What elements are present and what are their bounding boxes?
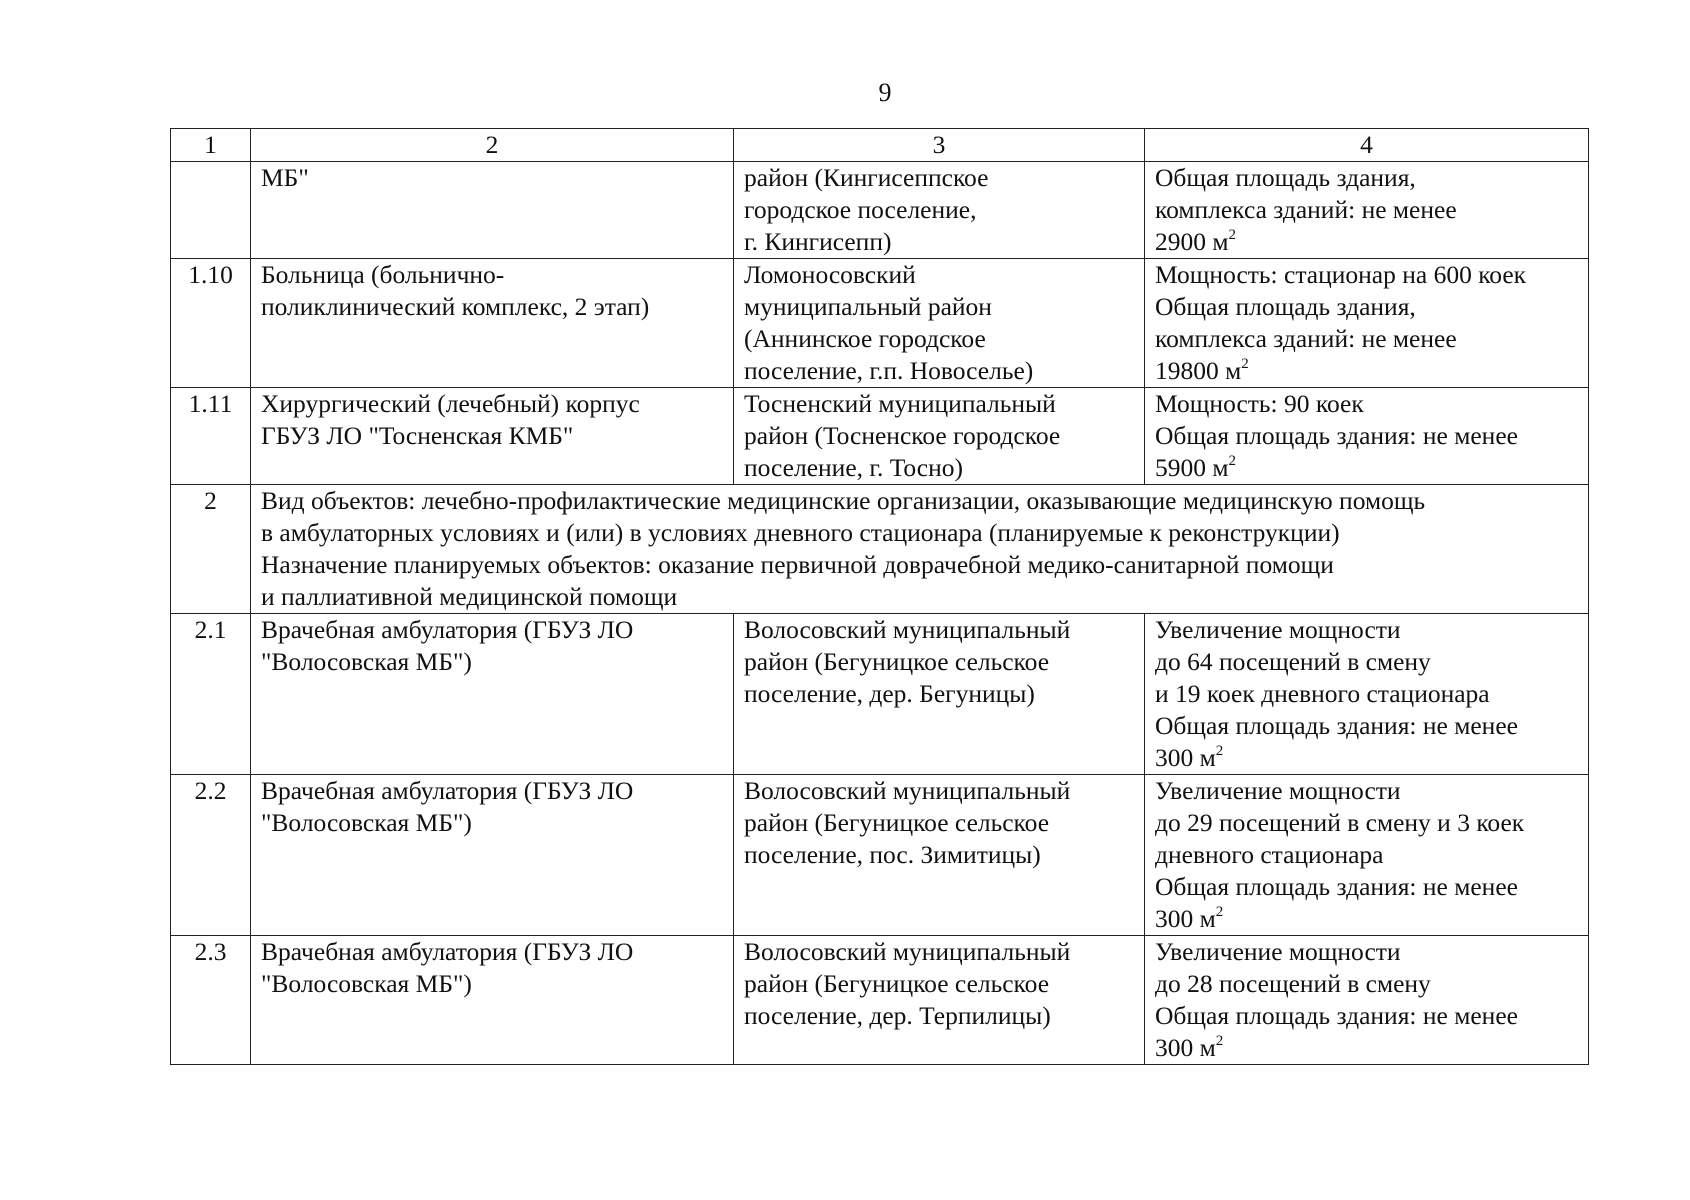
object-location-line: Ломоносовский xyxy=(744,260,916,289)
object-location-line: Волосовский муниципальный xyxy=(744,937,1071,966)
object-location-line: поселение, дер. Терпилицы) xyxy=(744,1001,1051,1030)
object-location xyxy=(734,388,1145,485)
object-details xyxy=(1145,259,1589,388)
section-number: 2 xyxy=(171,485,251,614)
section-line: Назначение планируемых объектов: оказание первичной доврачебной медико-санитарной помощи xyxy=(261,550,1334,579)
object-details xyxy=(1145,162,1589,259)
area-text: 5900 м xyxy=(1155,453,1229,482)
object-location-line: район (Тосненское городское xyxy=(744,421,1061,450)
object-details-line: Увеличение мощности xyxy=(1155,615,1401,644)
area-unit-exponent: 2 xyxy=(1215,1032,1224,1049)
object-details xyxy=(1145,936,1589,1065)
object-details-line: Мощность: 90 коек xyxy=(1155,389,1364,418)
object-location-line: поселение, г. Тосно) xyxy=(744,453,963,482)
area-value xyxy=(1155,226,1578,258)
page-number: 9 xyxy=(878,78,892,107)
object-details-line: комплекса зданий: не менее xyxy=(1155,195,1457,224)
table-body-section-1 xyxy=(171,162,1589,485)
object-details-line: Общая площадь здания: не менее xyxy=(1155,711,1518,740)
object-location-line: г. Кингисепп) xyxy=(744,227,892,256)
area-value xyxy=(1155,1032,1578,1064)
object-details-line: Общая площадь здания: не менее xyxy=(1155,872,1518,901)
object-location xyxy=(734,775,1145,936)
object-details-line: Общая площадь здания, xyxy=(1155,292,1416,321)
area-unit-exponent: 2 xyxy=(1215,742,1224,759)
table-row xyxy=(171,259,1589,388)
object-details-line: до 28 посещений в смену xyxy=(1155,969,1431,998)
objects-table xyxy=(170,128,1589,1065)
area-text: 300 м xyxy=(1155,904,1216,933)
object-details xyxy=(1145,614,1589,775)
area-unit-exponent: 2 xyxy=(1241,355,1249,372)
header-col-1: 1 xyxy=(171,129,251,162)
object-name-line: Хирургический (лечебный) корпус xyxy=(261,389,640,418)
section-description xyxy=(251,485,1589,614)
object-name-line: Врачебная амбулатория (ГБУЗ ЛО xyxy=(261,615,634,644)
object-location-line: Волосовский муниципальный xyxy=(744,776,1071,805)
area-value xyxy=(1155,355,1578,387)
object-name xyxy=(251,614,734,775)
object-name-line: "Волосовская МБ") xyxy=(261,969,472,998)
table-row xyxy=(171,388,1589,485)
object-location-line: городское поселение, xyxy=(744,195,977,224)
table-body-section-2 xyxy=(171,614,1589,1065)
object-details xyxy=(1145,388,1589,485)
area-value xyxy=(1155,742,1578,774)
header-col-4: 4 xyxy=(1145,129,1589,162)
area-unit-exponent: 2 xyxy=(1228,452,1237,469)
object-name xyxy=(251,259,734,388)
object-location-line: муниципальный район xyxy=(744,292,992,321)
area-value xyxy=(1155,903,1578,935)
object-details-line: Мощность: стационар на 600 коек xyxy=(1155,260,1527,289)
object-details-line: Общая площадь здания: не менее xyxy=(1155,421,1518,450)
object-location-line: район (Бегуницкое сельское xyxy=(744,969,1050,998)
object-name-line: Врачебная амбулатория (ГБУЗ ЛО xyxy=(261,776,634,805)
object-name-line: "Волосовская МБ") xyxy=(261,647,472,676)
object-name xyxy=(251,775,734,936)
object-location-line: (Аннинское городское xyxy=(744,324,986,353)
object-details-line: до 64 посещений в смену xyxy=(1155,647,1431,676)
row-number: 1.10 xyxy=(171,259,251,388)
row-number xyxy=(171,162,251,259)
object-location-line: поселение, пос. Зимитицы) xyxy=(744,840,1041,869)
object-details xyxy=(1145,775,1589,936)
object-details-line: до 29 посещений в смену и 3 коек xyxy=(1155,808,1525,837)
object-details-line: Общая площадь здания, xyxy=(1155,163,1416,192)
object-details-line: дневного стационара xyxy=(1155,840,1384,869)
object-location-line: район (Бегуницкое сельское xyxy=(744,808,1050,837)
area-text: 300 м xyxy=(1155,743,1216,772)
object-location-line: район (Кингисеппское xyxy=(744,163,989,192)
object-name-line: Больница (больнично- xyxy=(261,260,505,289)
section-line: и паллиативной медицинской помощи xyxy=(261,582,678,611)
section-line: в амбулаторных условиях и (или) в условиях дневного стационара (планируемые к реконструкции) xyxy=(261,518,1340,547)
row-number: 2.2 xyxy=(171,775,251,936)
object-location xyxy=(734,936,1145,1065)
object-name-line: Врачебная амбулатория (ГБУЗ ЛО xyxy=(261,937,634,966)
object-name xyxy=(251,936,734,1065)
object-location-line: район (Бегуницкое сельское xyxy=(744,647,1050,676)
area-text: 2900 м xyxy=(1155,227,1229,256)
table-row xyxy=(171,614,1589,775)
section-line: Вид объектов: лечебно-профилактические медицинские организации, оказывающие медицинскую помощь xyxy=(261,486,1426,515)
area-text: 300 м xyxy=(1155,1033,1216,1062)
area-unit-exponent: 2 xyxy=(1215,903,1224,920)
object-location-line: Тосненский муниципальный xyxy=(744,389,1056,418)
table-row xyxy=(171,775,1589,936)
object-location xyxy=(734,614,1145,775)
row-number: 2.3 xyxy=(171,936,251,1065)
object-name-line: ГБУЗ ЛО "Тосненская КМБ" xyxy=(261,421,574,450)
object-details-line: комплекса зданий: не менее xyxy=(1155,324,1457,353)
area-value xyxy=(1155,452,1578,484)
table-row xyxy=(171,936,1589,1065)
object-location xyxy=(734,259,1145,388)
object-name-line: поликлинический комплекс, 2 этап) xyxy=(261,292,650,321)
object-name-line: "Волосовская МБ") xyxy=(261,808,472,837)
object-details-line: Увеличение мощности xyxy=(1155,776,1401,805)
object-location-line: Волосовский муниципальный xyxy=(744,615,1071,644)
object-location xyxy=(734,162,1145,259)
object-details-line: Увеличение мощности xyxy=(1155,937,1401,966)
object-name-line: МБ" xyxy=(261,163,309,192)
object-name xyxy=(251,388,734,485)
header-col-3: 3 xyxy=(734,129,1145,162)
object-name xyxy=(251,162,734,259)
object-location-line: поселение, г.п. Новоселье) xyxy=(744,356,1034,385)
row-number: 2.1 xyxy=(171,614,251,775)
object-details-line: и 19 коек дневного стационара xyxy=(1155,679,1490,708)
table-row xyxy=(171,162,1589,259)
object-details-line: Общая площадь здания: не менее xyxy=(1155,1001,1518,1030)
object-location-line: поселение, дер. Бегуницы) xyxy=(744,679,1035,708)
area-unit-exponent: 2 xyxy=(1228,226,1237,243)
table-body-section-header xyxy=(171,485,1589,614)
section-row xyxy=(171,485,1589,614)
header-col-2: 2 xyxy=(251,129,734,162)
header-row xyxy=(171,129,1589,162)
area-text: 19800 м xyxy=(1155,356,1242,385)
row-number: 1.11 xyxy=(171,388,251,485)
